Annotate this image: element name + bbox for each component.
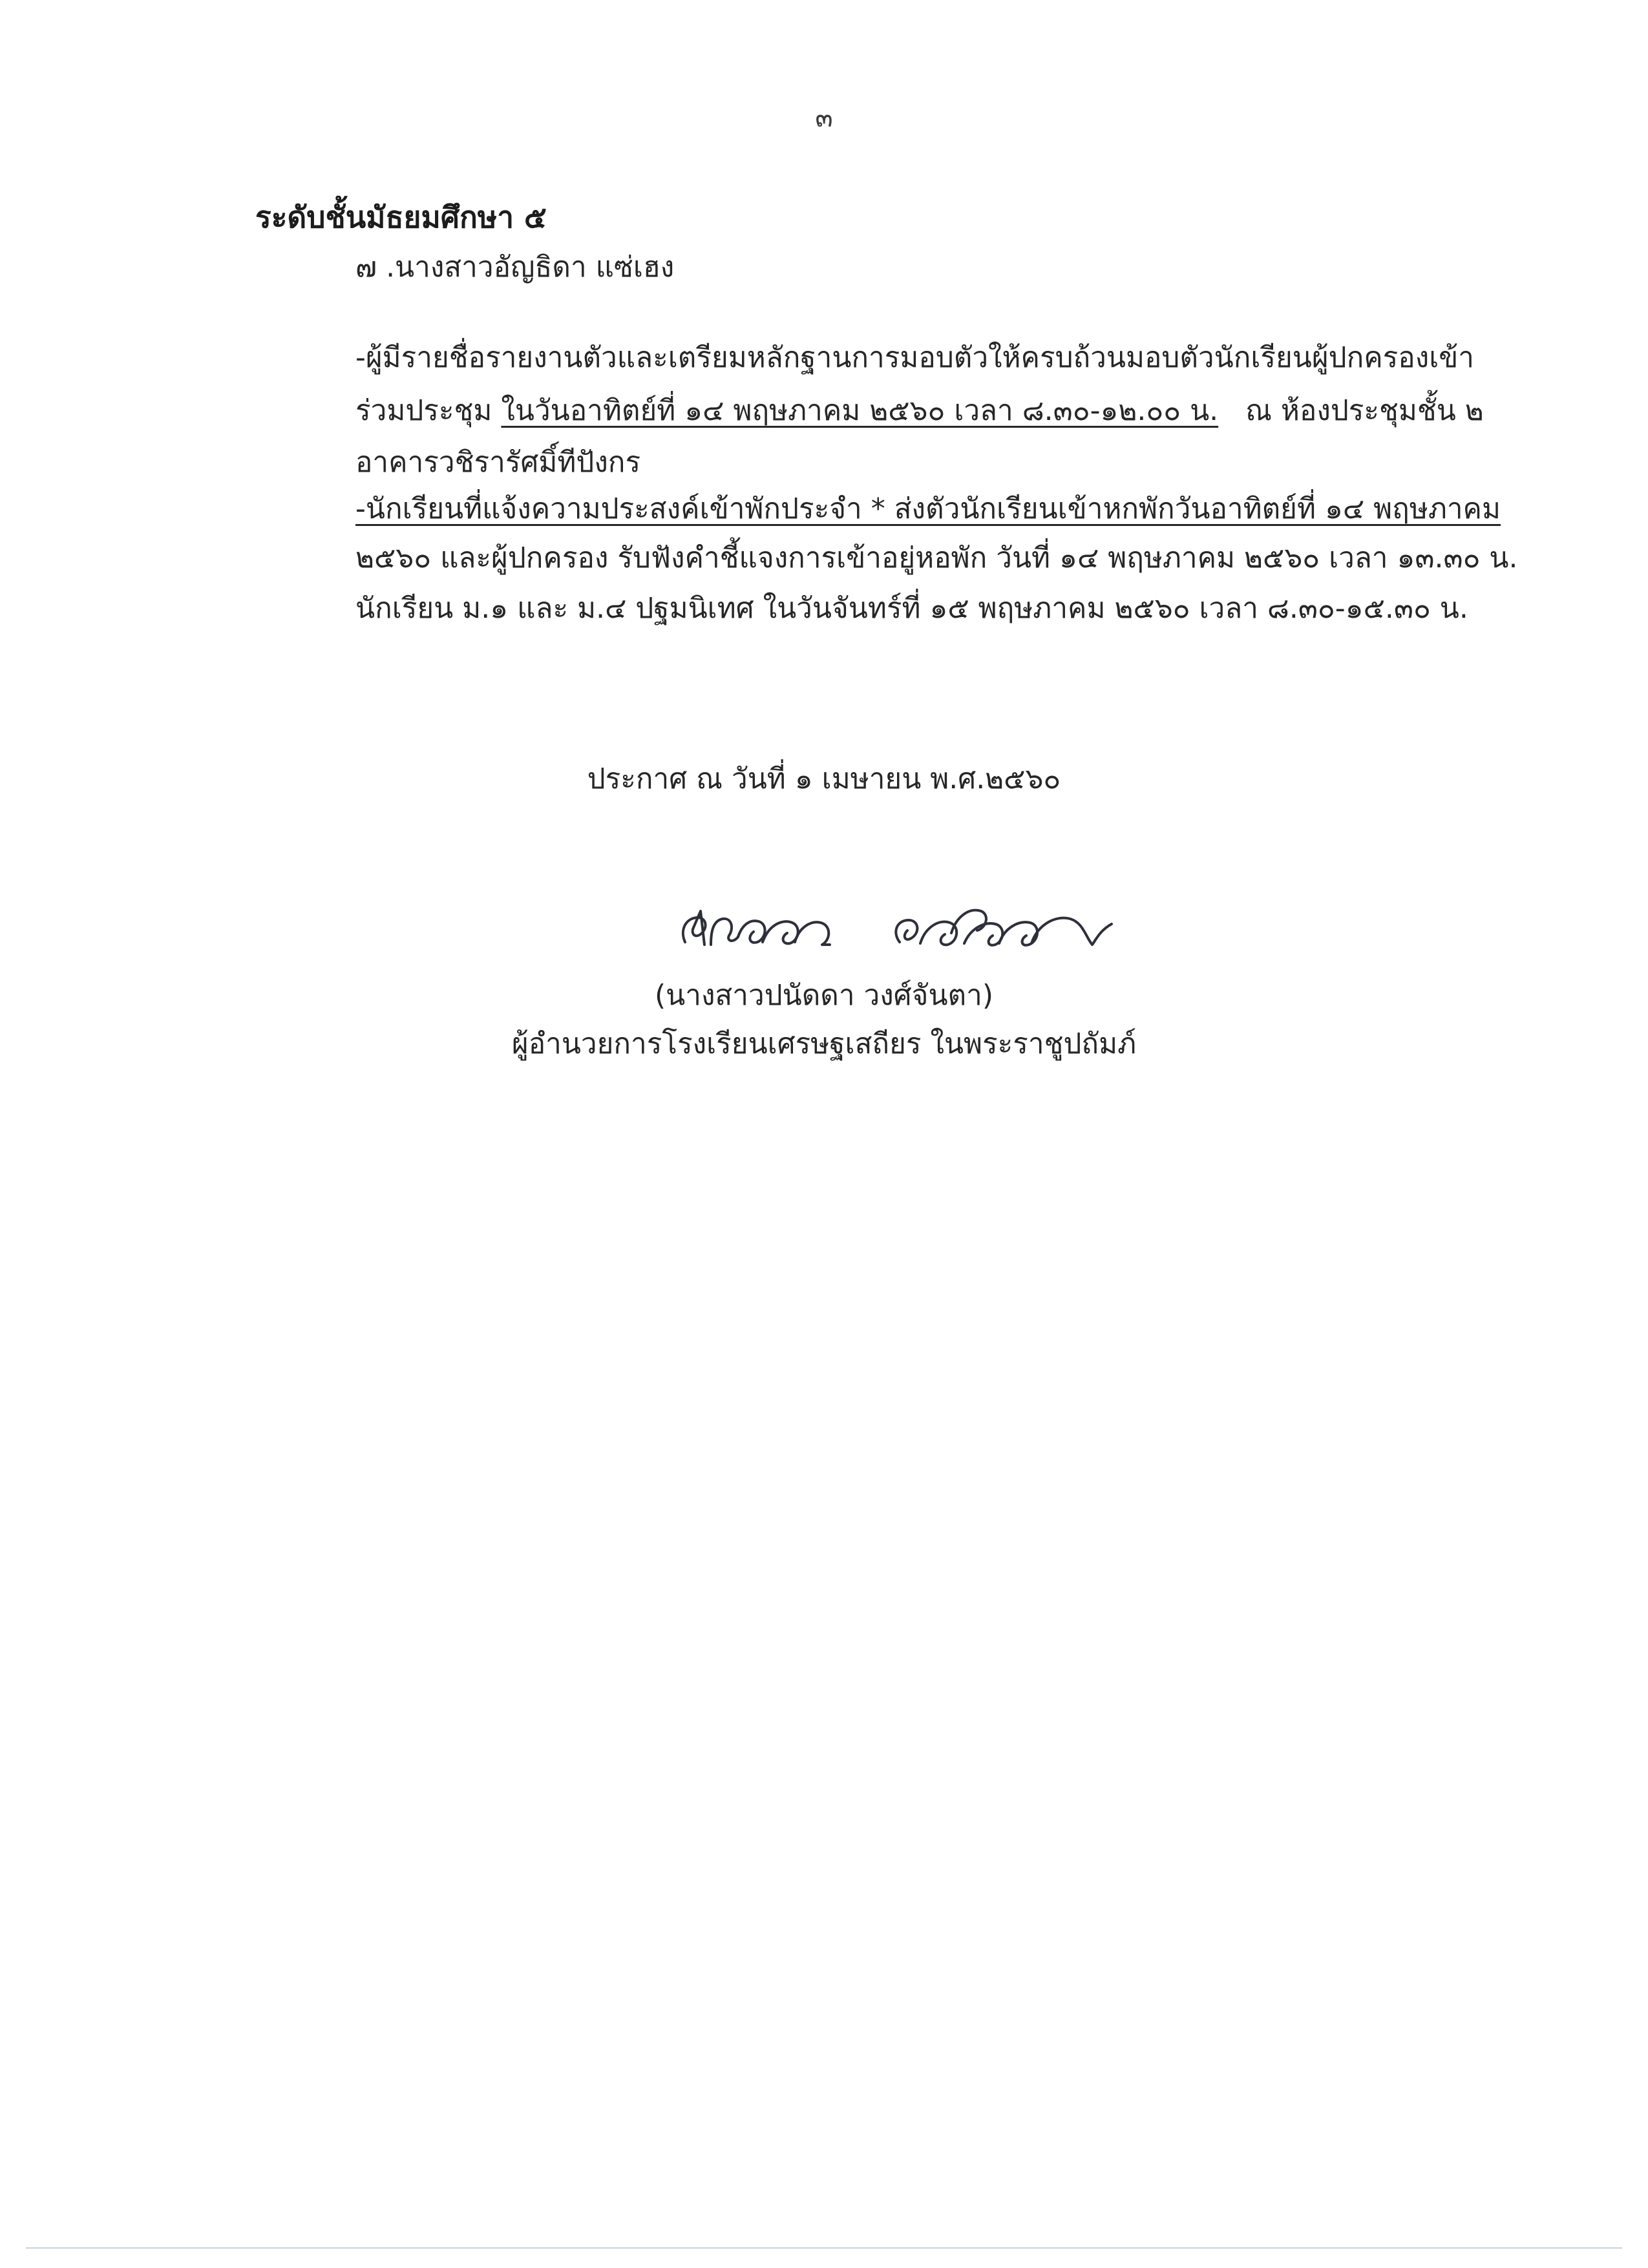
paragraph1-line3: อาคารวชิรารัศมิ์ทีปังกร: [355, 446, 641, 479]
signature-image: [672, 885, 1137, 963]
meeting-date-underlined: ในวันอาทิตย์ที่ ๑๔ พฤษภาคม ๒๕๖๐ เวลา ๘.๓๐-๑๒.๐๐ น.: [501, 394, 1219, 427]
announcement-date: ประกาศ ณ วันที่ ๑ เมษายน พ.ศ.๒๕๖๐: [587, 762, 1061, 795]
dormitory-notice-underlined: -นักเรียนที่แจ้งความประสงค์เข้าพักประจำ * ส่งตัวนักเรียนเข้าหกพักวันอาทิตย์ที่ ๑๔ พฤษภาคม: [355, 492, 1501, 525]
paragraph1-line1: [355, 335, 1475, 380]
paragraph1-word: -ผู้มีรายชื่อรายงานตัวแล: [355, 341, 653, 374]
paragraph2-line3: นักเรียน ม.๑ และ ม.๔ ปฐมนิเทศ ในวันจันทร์ที่ ๑๕ พฤษภาคม ๒๕๖๐ เวลา ๘.๓๐-๑๕.๓๐ น.: [355, 592, 1468, 625]
paragraph1-word: เข้า: [1429, 341, 1475, 374]
page-number: ๓: [815, 103, 833, 133]
paragraph1-word: ะเตรียมหลักฐานการมอบตัว: [653, 341, 989, 374]
signer-name: (นางสาวปนัดดา วงศ์จันตา): [655, 979, 993, 1012]
paragraph1-line2-pre: ร่วมประชุม: [355, 394, 502, 427]
section-heading: ระดับชั้นมัธยมศึกษา ๕: [255, 200, 547, 235]
signer-title: ผู้อำนวยการโรงเรียนเศรษฐเสถียร ในพระราชูปถัมภ์: [511, 1027, 1137, 1060]
paragraph1-word: ผู้ปกครอง: [1311, 341, 1430, 374]
scan-edge-line: [26, 2247, 1622, 2249]
paragraph1-word: ให้ครบถ้วน: [988, 341, 1126, 374]
paragraph1-line2-post: ณ ห้องประชุมชั้น ๒: [1218, 394, 1484, 427]
paragraph2-line2: ๒๕๖๐ และผู้ปกครอง รับฟังคำชี้แจงการเข้าอยู่หอพัก วันที่ ๑๔ พฤษภาคม ๒๕๖๐ เวลา ๑๓.๓๐ น.: [355, 541, 1518, 574]
paragraph1-word: มอบตัวนักเรียน: [1125, 341, 1312, 374]
paragraph2-line1: [355, 486, 1501, 531]
student-name: ๗ .นางสาวอัญธิดา แซ่เฮง: [355, 251, 675, 284]
paragraph1-line2: [355, 388, 1484, 433]
